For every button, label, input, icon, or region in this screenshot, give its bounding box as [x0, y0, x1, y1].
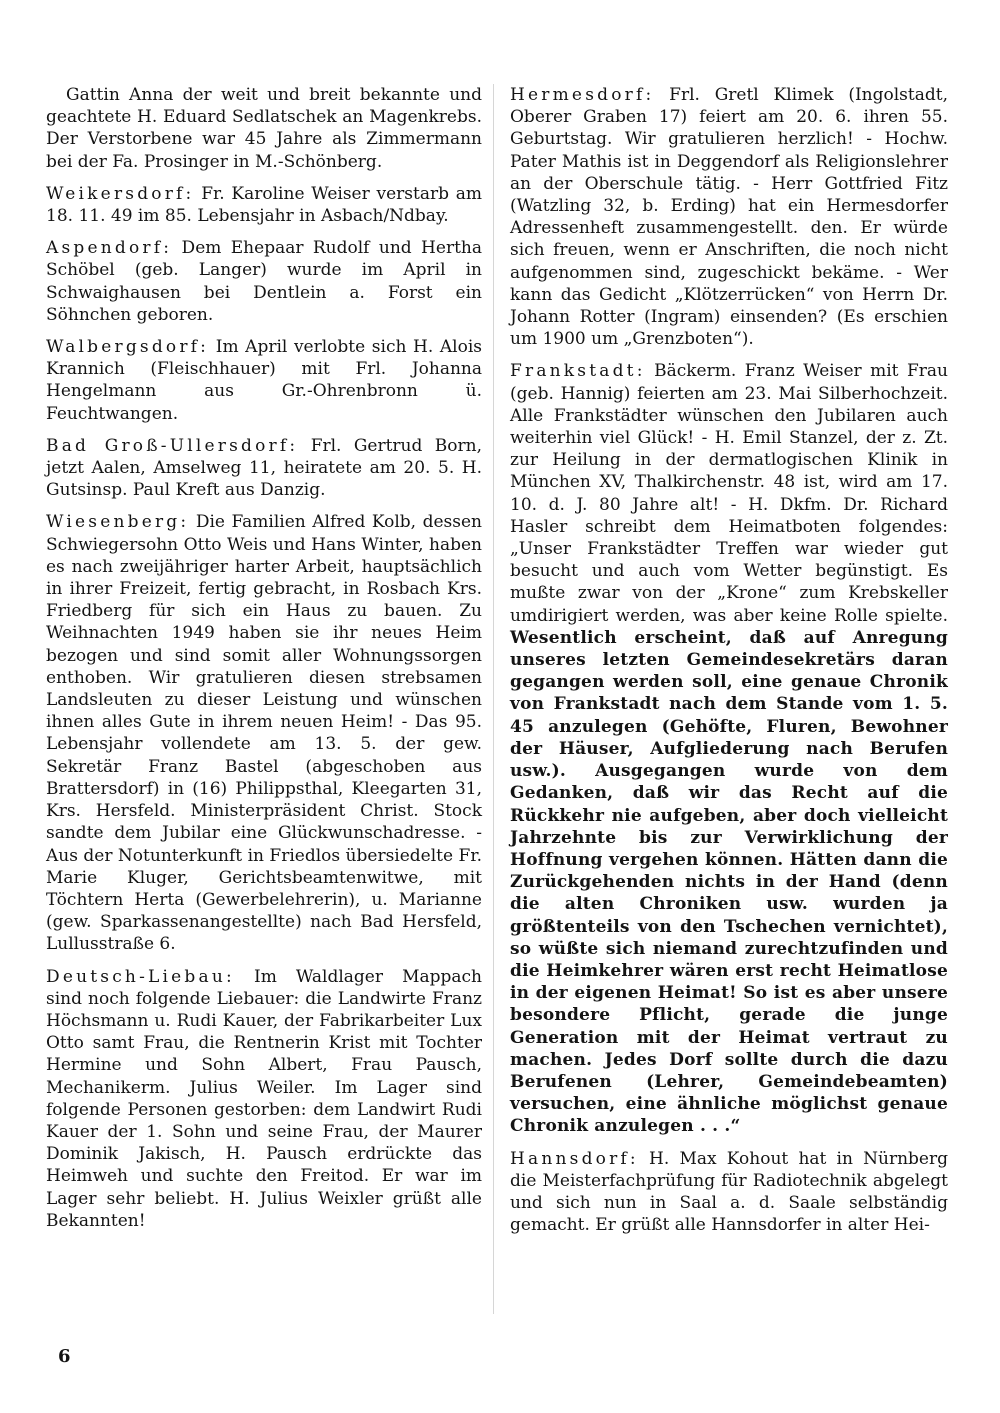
article-paragraph	[510, 1148, 948, 1237]
right-column	[510, 84, 948, 1246]
place-name: Hannsdorf:	[510, 1148, 639, 1169]
place-name: Deutsch-Liebau:	[46, 966, 235, 987]
article-text: Im Waldlager Mappach sind noch folgende Liebauer: die Landwirte Franz Höchsmann u. Rudi Kauer, der Fabrikarbeiter Lux Otto samt Frau, die Rentnerin Krist mit Tochter Hermine und Sohn Albert, Frau Pausch, Mechanikerm. Julius Weiler. Im Lager sind folgende Personen gestorben: dem Landwirt Rudi Kauer der 1. Sohn und seine Frau, der Maurer Dominik Jakisch, H. Pausch erdrückte das Heimweh und suchte den Freitod. Er war im Lager sehr beliebt. H. Julius Weixler grüßt alle Bekannten!	[46, 966, 482, 1231]
place-name: Aspendorf:	[46, 238, 173, 259]
article-text: Frl. Gertrud Born, jetzt Aalen, Amselweg 11, heiratete am 20. 5. H. Gutsinsp. Paul Kreft aus Danzig.	[46, 435, 482, 501]
left-column	[46, 84, 482, 1242]
article-text: H. Max Kohout hat in Nürnberg die Meisterfachprüfung für Radiotechnik abgelegt und sich nun in Saal a. d. Saale selbständig gemacht. Er grüßt alle Hannsdorfer in alter Hei-	[510, 1148, 948, 1236]
column-divider	[493, 84, 494, 1314]
place-name: Walbergsdorf:	[46, 337, 210, 358]
place-name: Wiesenberg:	[46, 512, 190, 533]
article-text: Im April verlobte sich H. Alois Krannich (Fleischhauer) mit Frl. Johanna Hengelmann aus Gr.-Ohrenbronn ü. Feuchtwangen.	[46, 337, 482, 424]
article-text: Die Familien Alfred Kolb, dessen Schwiegersohn Otto Weis und Hans Winter, haben es nach zweijähriger harter Arbeit, hauptsächlich in ihrer Freizeit, fertig gebracht, in Rosbach Krs. Friedberg für sich ein Haus zu bauen. Zu Weihnachten 1949 haben sie ihr neues Heim bezogen und sind somit aller Wohnungssorgen enthoben. Wir gratulieren diesen strebsamen Landsleuten zu dieser Leistung und wünschen ihnen alles Gute in ihrem neuen Heim! - Das 95. Lebensjahr vollendete am 13. 5. der gew. Sekretär Franz Bastel (abgeschoben aus Brattersdorf) in (16) Philippsthal, Kleegarten 31, Krs. Hersfeld. Ministerpräsident Christ. Stock sandte dem Jubilar eine Glückwunschadresse. - Aus der Notunterkunft in Friedlos übersiedelte Fr. Marie Kluger, Gerichtsbeamtenwitwe, mit Töchtern Herta (Gewerbelehrerin), u. Marianne (gew. Sparkassenangestellte) nach Bad Hersfeld, Lullusstraße 6.	[46, 512, 482, 955]
article-paragraph	[46, 435, 482, 502]
article-paragraph	[46, 183, 482, 227]
article-text: Fr. Karoline Weiser verstarb am 18. 11. 49 im 85. Lebensjahr in Asbach/Ndbay.	[46, 183, 482, 227]
article-text: Dem Ehepaar Rudolf und Hertha Schöbel (geb. Langer) wurde im April in Schwaighausen bei Dentlein a. Forst ein Söhnchen geboren.	[46, 238, 482, 325]
article-paragraph	[46, 237, 482, 326]
article-paragraph	[46, 336, 482, 425]
article-text: Frl. Gretl Klimek (Ingolstadt, Oberer Graben 17) feiert am 20. 6. ihren 55. Geburtstag. Wir gratulieren herzlich! - Hochw. Pater Mathis ist in Deggendorf als Religionslehrer an der Oberschule tätig. - Herr Gottfried Fitz (Watzling 32, b. Erding) hat ein Hermesdorfer Adressenheft zusammengestellt. den. Er würde sich freuen, wenn er Anschriften, die noch nicht aufgenommen sind, zugeschickt bekäme. - Wer kann das Gedicht „Klötzerrücken“ von Herrn Dr. Johann Rotter (Ingram) einsenden? (Es erschien um 1900 um „Grenzboten“).	[510, 85, 948, 350]
article-paragraph	[510, 360, 948, 1137]
place-name: Weikersdorf:	[46, 183, 195, 204]
article-paragraph	[46, 966, 482, 1232]
place-name: Frankstadt:	[510, 361, 646, 382]
article-paragraph	[46, 511, 482, 955]
bold-quote: Wesentlich erscheint, daß auf Anregung unseres letzten Gemeindesekretärs daran gegangen werden soll, eine genaue Chronik von Frankstadt nach dem Stande vom 1. 5. 45 anzulegen (Gehöfte, Fluren, Bewohner der Häuser, Aufgliederung nach Berufen usw.). Ausgegangen wurde von dem Gedanken, daß wir das Recht auf die Rückkehr nie aufgeben, aber doch vielleicht Jahrzehnte bis zur Verwirklichung der Hoffnung vergehen können. Hätten dann die Zurückgehenden nichts in der Hand (denn die alten Chroniken usw. wurden ja größtenteils von den Tschechen vernichtet), so wüßte sich niemand zurechtzufinden und die Heimkehrer wären erst recht Heimatlose in der eigenen Heimat! So ist es aber unsere besondere Pflicht, gerade die junge Generation mit der Heimat vertraut zu machen. Jedes Dorf sollte durch die dazu Berufenen (Lehrer, Gemeindebeamten) versuchen, eine ähnliche möglichst genaue Chronik anzulegen . . .“	[510, 627, 948, 1137]
article-text: Gattin Anna der weit und breit bekannte und geachtete H. Eduard Sedlatschek an Magenkrebs. Der Verstorbene war 45 Jahre als Zimmermann bei der Fa. Prosinger in M.-Schönberg.	[46, 85, 482, 172]
page-number: 6	[58, 1346, 71, 1367]
article-paragraph	[510, 84, 948, 350]
article-paragraph	[46, 84, 482, 173]
place-name: Bad Groß-Ullersdorf:	[46, 435, 299, 456]
place-name: Hermesdorf:	[510, 85, 655, 105]
article-text: Bäckerm. Franz Weiser mit Frau (geb. Hannig) feierten am 23. Mai Silberhochzeit. Alle Frankstädter wünschen den Jubilaren auch weiterhin viel Glück! - H. Emil Stanzel, der z. Zt. zur Heilung in der dermatlogischen Klinik in München XV, Thalkirchenstr. 48 ist, wird am 17. 10. d. J. 80 Jahre alt! - H. Dkfm. Dr. Richard Hasler schreibt dem Heimatboten folgendes: „Unser Frankstädter Treffen war wieder gut besucht und auch vom Wetter begünstigt. Es mußte zwar von der „Krone“ zum Krebskeller umdirigiert werden, was aber keine Rolle spielte.	[510, 361, 948, 626]
